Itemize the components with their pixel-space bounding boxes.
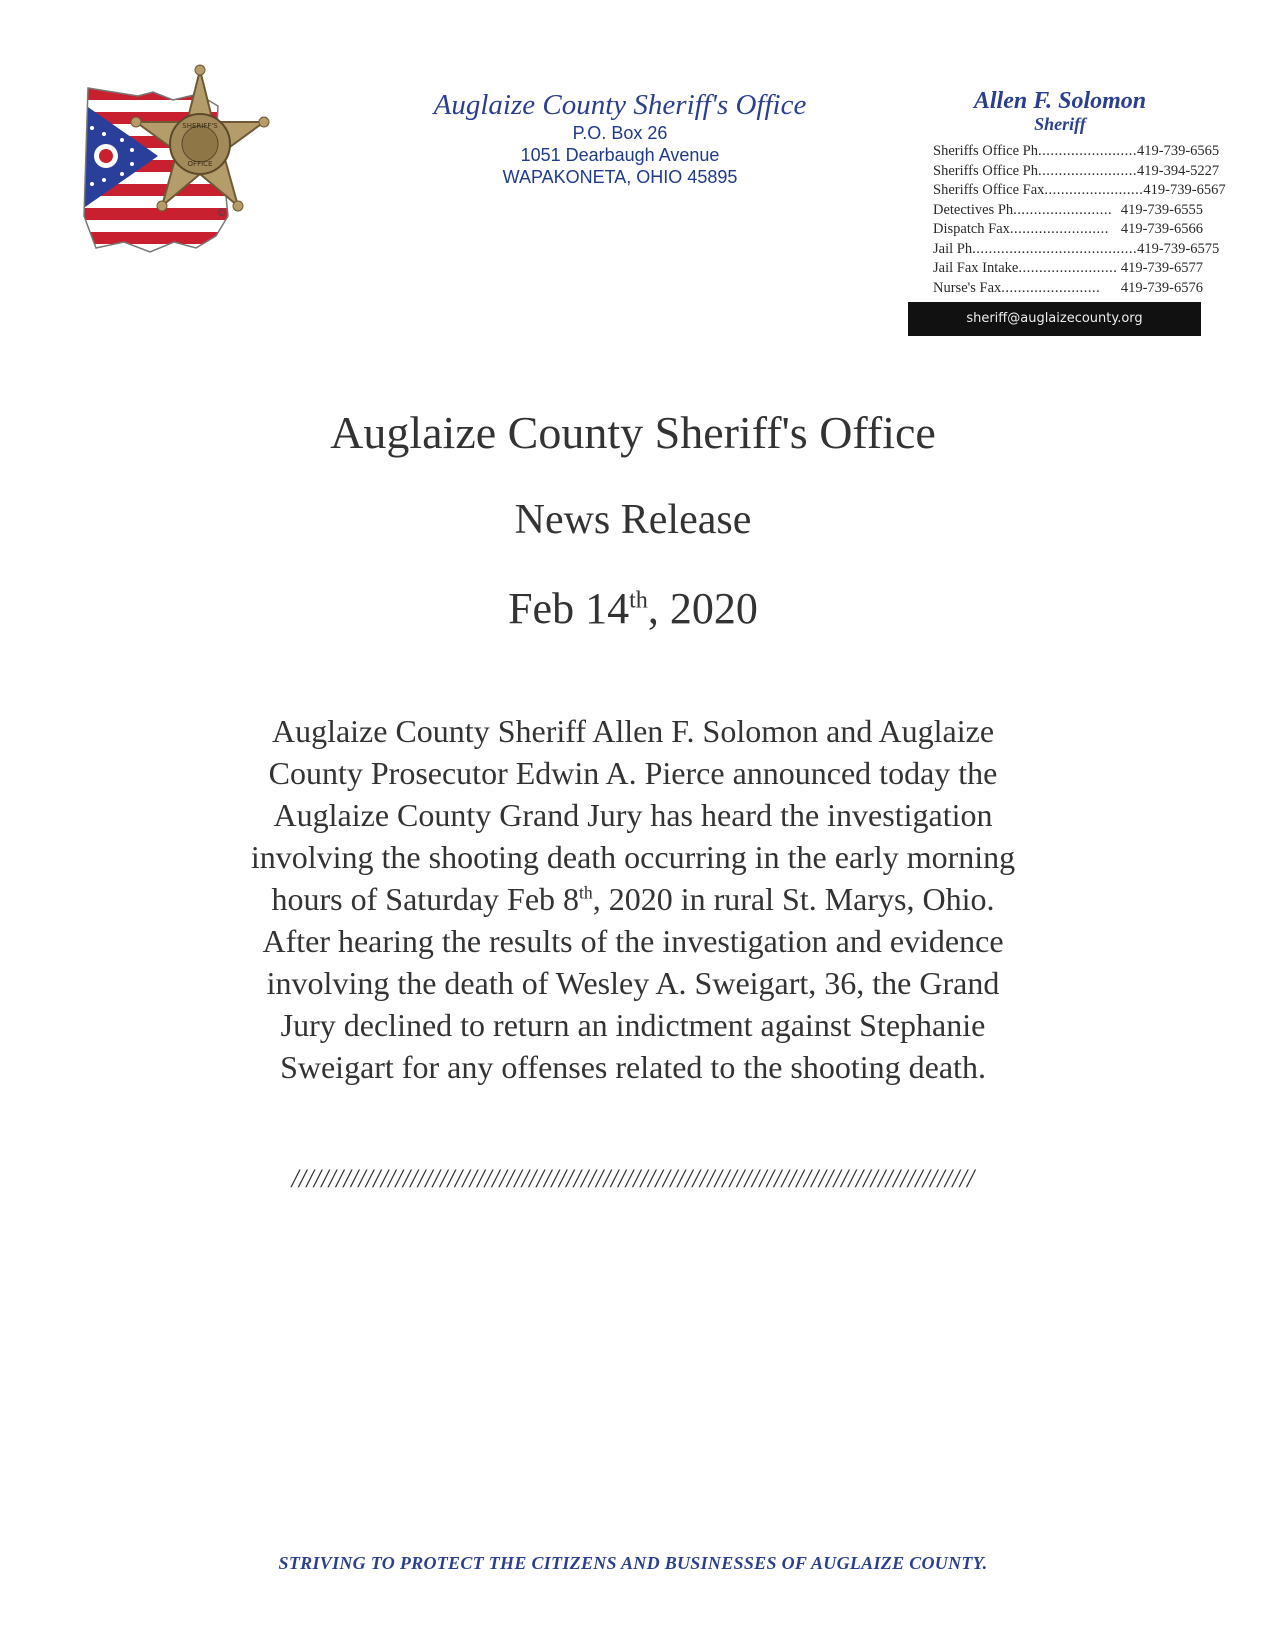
release-body [200, 710, 1066, 1088]
body-line: involving the death of Wesley A. Sweigart, 36, the Grand [266, 965, 1000, 1001]
phone-label: Jail Ph [933, 240, 973, 257]
sheriff-title: Sheriff [1034, 114, 1086, 134]
phone-label: Nurse's Fax [933, 279, 1002, 296]
phone-label: Detectives Ph [933, 201, 1014, 218]
body-line: Auglaize County Grand Jury has heard the investigation [273, 797, 993, 833]
ohio-flag-map [78, 66, 268, 256]
phone-label: Sheriffs Office Ph [933, 143, 1038, 159]
phone-row: Sheriffs Office Ph ........................ 419-739-6565 [933, 142, 1203, 162]
body-line: County Prosecutor Edwin A. Pierce announced today the [268, 755, 998, 791]
body-line [200, 878, 1066, 920]
phone-row: Jail Fax Intake ........................ 419-739-6577 [933, 259, 1203, 279]
address-po-box: P.O. Box 26 [572, 123, 668, 143]
phone-number: 419-739-6555 [1120, 201, 1203, 218]
body-line-part: hours of Saturday Feb 8 [271, 881, 580, 917]
phone-number: 419-739-6566 [1120, 221, 1203, 237]
phone-row: Dispatch Fax ........................ 419-739-6566 [933, 220, 1203, 240]
phone-row: Sheriffs Office Ph ........................ 419-394-5227 [933, 162, 1203, 182]
date-prefix: Feb 14 [508, 584, 630, 633]
phone-label: Dispatch Fax [933, 221, 1010, 237]
phone-row: Nurse's Fax ........................ 419-739-6576 [933, 279, 1203, 299]
phone-number: 419-739-6577 [1120, 260, 1203, 276]
release-heading: Auglaize County Sheriff's Office [330, 407, 936, 458]
date-suffix: , 2020 [647, 584, 758, 633]
phone-label: Sheriffs Office Ph [933, 162, 1038, 179]
phone-list [933, 142, 1226, 298]
office-name: Auglaize County Sheriff's Office [433, 89, 807, 121]
address-city: WAPAKONETA, OHIO 45895 [502, 167, 738, 187]
body-line: involving the shooting death occurring in the early morning [250, 839, 1016, 875]
body-line: After hearing the results of the investigation and evidence [262, 923, 1004, 959]
copyright-mark: © [216, 206, 227, 219]
body-line: Jury declined to return an indictment against Stephanie [280, 1007, 986, 1043]
phone-number: 419-394-5227 [1136, 162, 1220, 179]
phone-row: Jail Ph ........................................ 419-739-6575 [933, 240, 1203, 260]
phone-number: 419-739-6567 [1143, 182, 1226, 198]
phone-number: 419-739-6575 [1137, 240, 1220, 257]
badge-text-bottom: OFFICE [187, 160, 213, 168]
phone-row: Detectives Ph ........................ 419-739-6555 [933, 201, 1203, 221]
phone-label: Sheriffs Office Fax [933, 182, 1045, 198]
body-line: Sweigart for any offenses related to the shooting death. [280, 1049, 986, 1085]
address-street: 1051 Dearbaugh Avenue [520, 145, 720, 165]
body-line-superscript: th [579, 882, 593, 903]
badge-text-top: SHERIFF'S [182, 122, 218, 130]
date-superscript: th [629, 586, 648, 614]
email-bar: sheriff@auglaizecounty.org [908, 302, 1201, 336]
footer-motto: STRIVING TO PROTECT THE CITIZENS AND BUSINESSES OF AUGLAIZE COUNTY. [278, 1553, 988, 1573]
office-address-block [410, 88, 830, 188]
release-date [0, 582, 1266, 636]
sheriff-contact-block [933, 88, 1226, 336]
phone-label: Jail Fax Intake [933, 260, 1019, 276]
body-line: Auglaize County Sheriff Allen F. Solomon and Auglaize [271, 713, 995, 749]
release-subheading: News Release [514, 497, 752, 543]
end-of-release-mark: //////////////////////////////////////////////////////////////////////////////////////////// [291, 1164, 975, 1193]
phone-number: 419-739-6565 [1136, 143, 1220, 159]
phone-row: Sheriffs Office Fax ........................ 419-739-6567 [933, 181, 1203, 201]
phone-number: 419-739-6576 [1120, 279, 1203, 296]
body-line-part: , 2020 in rural St. Marys, Ohio. [592, 881, 995, 917]
sheriff-badge-logo [78, 66, 268, 256]
sheriff-name: Allen F. Solomon [973, 88, 1147, 114]
